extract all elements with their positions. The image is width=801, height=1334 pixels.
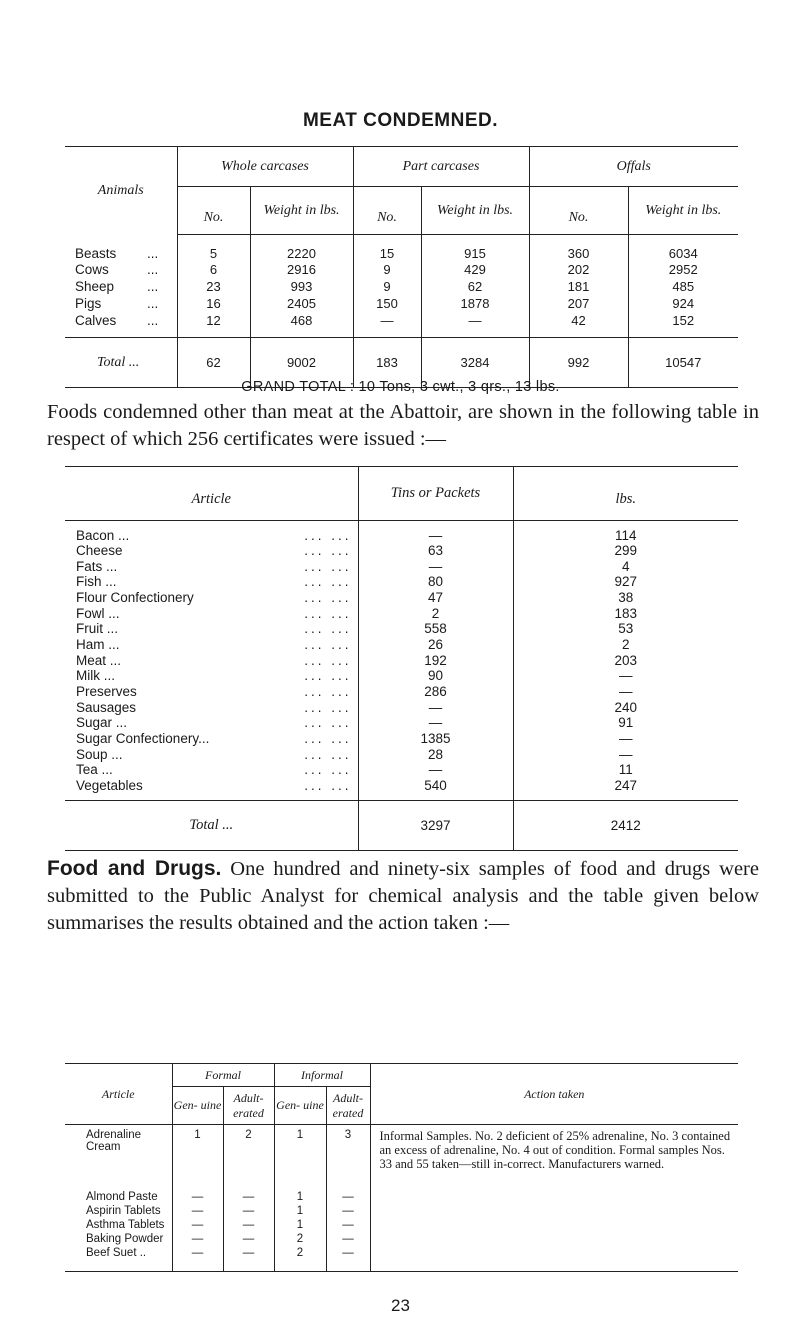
table-cell: 2 <box>274 1233 326 1247</box>
sub-adulterated: Adult- erated <box>326 1087 370 1125</box>
spacer-cell <box>353 329 421 338</box>
article-cell: Aspirin Tablets <box>86 1204 161 1217</box>
sub-genuine: Gen- uine <box>172 1087 223 1125</box>
table-cell: — <box>223 1247 274 1261</box>
table-total-row <box>65 801 738 851</box>
leader-dots: ... ... <box>304 684 352 700</box>
leader-dots: ... ... <box>304 731 352 747</box>
article-name: Sugar ... <box>76 715 128 731</box>
tins-cell: 26 <box>358 637 513 653</box>
lbs-cell: 927 <box>513 574 738 590</box>
table-row <box>65 637 738 653</box>
table-cell: — <box>353 312 421 329</box>
spacer-cell <box>529 329 628 338</box>
sub-no: No. <box>177 187 250 235</box>
col-tins-packets: Tins or Packets <box>358 467 513 521</box>
spacer-cell <box>172 1261 223 1272</box>
group-part-carcases: Part carcases <box>353 147 529 187</box>
spacer-cell <box>274 1261 326 1272</box>
lbs-cell: 11 <box>513 762 738 778</box>
table-cell: 62 <box>421 278 529 295</box>
article-name: Meat ... <box>76 652 122 668</box>
article-cell <box>65 731 358 747</box>
tins-cell: 2 <box>358 605 513 621</box>
table-cell: 1 <box>274 1191 326 1205</box>
lbs-cell: — <box>513 668 738 684</box>
col-animals: Animals <box>65 147 177 235</box>
table-cell: — <box>223 1233 274 1247</box>
page-title: MEAT CONDEMNED. <box>302 110 499 131</box>
article-cell <box>65 668 358 684</box>
article-cell <box>65 778 358 794</box>
table-row <box>65 699 738 715</box>
animal-name: Pigs <box>75 295 102 311</box>
leader-dots: ... <box>147 312 159 328</box>
animal-name: Cows <box>75 261 109 277</box>
table-row <box>65 1125 738 1191</box>
table-cell: 207 <box>529 295 628 312</box>
total-cell: 2412 <box>513 801 738 851</box>
action-taken-cell: Informal Samples. No. 2 deficient of 25% adrenaline, No. 3 contained an excess of adrenaline, No. 4 out of condition. Formal samples Nos. 33 and 55 taken—still in-correct. Manufacturers warned. <box>370 1125 738 1272</box>
article-cell <box>65 715 358 731</box>
sub-weight: Weight in lbs. <box>421 187 529 235</box>
article-cell <box>65 746 358 762</box>
table-cell: 429 <box>421 261 529 278</box>
table-cell: — <box>223 1191 274 1205</box>
table-cell: 2405 <box>250 295 353 312</box>
total-label-text: Total ... <box>189 817 234 833</box>
leader-dots: ... ... <box>304 746 352 762</box>
leader-dots: ... ... <box>304 762 352 778</box>
article-cell <box>65 652 358 668</box>
foods-intro: Foods condemned other than meat at the Abattoir, are shown in the following table in respect of which 256 certificates were issued :— <box>47 401 759 450</box>
table-cell: 9 <box>353 278 421 295</box>
page-number: 23 <box>391 1296 410 1315</box>
sub-no: No. <box>529 187 628 235</box>
article-name: Milk ... <box>76 668 115 684</box>
foods-condemned-table <box>65 466 738 851</box>
article-cell <box>65 558 358 574</box>
table-row <box>65 605 738 621</box>
table-row <box>65 574 738 590</box>
lbs-cell: — <box>513 746 738 762</box>
article-cell: Adrenaline Cream <box>86 1129 141 1153</box>
animal-name: Calves <box>75 312 117 328</box>
tins-cell: 90 <box>358 668 513 684</box>
lbs-cell: 91 <box>513 715 738 731</box>
lbs-cell: 2 <box>513 637 738 653</box>
tins-cell: — <box>358 762 513 778</box>
table-cell: 993 <box>250 278 353 295</box>
article-name: Preserves <box>76 684 137 700</box>
table-row <box>65 312 738 329</box>
leader-dots: ... ... <box>304 589 352 605</box>
sub-adulterated: Adult- erated <box>223 1087 274 1125</box>
article-cell: Baking Powder <box>86 1232 164 1245</box>
table-row <box>65 590 738 606</box>
total-cell: 10547 <box>628 338 738 388</box>
total-cell: 3284 <box>421 338 529 388</box>
leader-dots: ... ... <box>304 668 352 684</box>
table-cell: — <box>223 1219 274 1233</box>
article-cell: Asthma Tablets <box>86 1218 165 1231</box>
article-name: Fats ... <box>76 558 118 574</box>
table-cell: 1 <box>274 1125 326 1191</box>
tins-cell: 286 <box>358 684 513 700</box>
article-cell <box>65 543 358 559</box>
table-cell: — <box>326 1205 370 1219</box>
table-cell: 9 <box>353 261 421 278</box>
lbs-cell: 114 <box>513 521 738 543</box>
table-row <box>65 746 738 762</box>
table-row <box>65 621 738 637</box>
article-name: Flour Confectionery <box>76 589 194 605</box>
table-cell: 3 <box>326 1125 370 1191</box>
table-row <box>65 521 738 543</box>
table-cell: — <box>326 1191 370 1205</box>
total-label <box>65 801 358 851</box>
total-cell: 992 <box>529 338 628 388</box>
lbs-cell: 53 <box>513 621 738 637</box>
leader-dots: ... ... <box>304 652 352 668</box>
table-row <box>65 762 738 778</box>
article-cell <box>65 637 358 653</box>
table-row <box>65 668 738 684</box>
article-name: Fowl ... <box>76 605 120 621</box>
animal-cell <box>65 295 177 312</box>
table-cell: 2 <box>223 1125 274 1191</box>
col-action-taken: Action taken <box>370 1064 738 1125</box>
spacer-cell <box>223 1261 274 1272</box>
spacer-cell <box>421 329 529 338</box>
article-cell <box>65 684 358 700</box>
spacer-cell <box>358 794 513 801</box>
article-name: Vegetables <box>76 778 143 794</box>
tins-cell: 63 <box>358 543 513 559</box>
leader-dots: ... ... <box>304 699 352 715</box>
article-name: Bacon ... <box>76 527 130 543</box>
table-cell: 2916 <box>250 261 353 278</box>
table-row <box>65 558 738 574</box>
lbs-cell: 240 <box>513 699 738 715</box>
leader-dots: ... ... <box>304 542 352 558</box>
article-name: Ham ... <box>76 636 120 652</box>
animal-cell <box>65 312 177 329</box>
table-cell: 181 <box>529 278 628 295</box>
lbs-cell: 203 <box>513 652 738 668</box>
grand-total: GRAND TOTAL : 10 Tons, 3 cwt., 3 qrs., 13 lbs. <box>241 379 560 395</box>
lbs-cell: 247 <box>513 778 738 794</box>
article-name: Fruit ... <box>76 621 119 637</box>
leader-dots: ... <box>147 278 159 294</box>
sub-weight: Weight in lbs. <box>628 187 738 235</box>
article-name: Tea ... <box>76 762 113 778</box>
group-informal: Informal <box>274 1064 370 1087</box>
leader-dots: ... ... <box>304 636 352 652</box>
table-cell: — <box>326 1247 370 1261</box>
tins-cell: 192 <box>358 652 513 668</box>
meat-condemned-table <box>65 146 738 388</box>
animal-name: Sheep <box>75 278 115 294</box>
spacer-cell <box>628 329 738 338</box>
spacer-cell <box>326 1261 370 1272</box>
article-cell: Almond Paste <box>86 1190 158 1203</box>
spacer-cell <box>513 794 738 801</box>
table-cell: 360 <box>529 235 628 261</box>
table-row <box>65 684 738 700</box>
tins-cell: 540 <box>358 778 513 794</box>
lbs-cell: 38 <box>513 590 738 606</box>
table-cell: 1878 <box>421 295 529 312</box>
table-row <box>65 652 738 668</box>
leader-dots: ... <box>147 295 159 311</box>
total-cell: 9002 <box>250 338 353 388</box>
table-cell: 15 <box>353 235 421 261</box>
article-cell <box>65 762 358 778</box>
lbs-cell: 4 <box>513 558 738 574</box>
table-cell: 1 <box>172 1125 223 1191</box>
lbs-cell: — <box>513 731 738 747</box>
table-cell: 1 <box>274 1219 326 1233</box>
animal-cell <box>65 278 177 295</box>
col-article: Article <box>65 467 358 521</box>
table-cell: 150 <box>353 295 421 312</box>
tins-cell: 47 <box>358 590 513 606</box>
leader-dots: ... ... <box>304 527 352 543</box>
article-name: Sugar Confectionery... <box>76 731 210 747</box>
table-cell: 152 <box>628 312 738 329</box>
leader-dots: ... <box>147 245 159 261</box>
food-drugs-table <box>65 1063 738 1272</box>
table-cell: — <box>172 1219 223 1233</box>
table-cell: 202 <box>529 261 628 278</box>
article-name: Sausages <box>76 699 137 715</box>
article-cell <box>65 590 358 606</box>
lbs-cell: — <box>513 684 738 700</box>
table-row <box>65 543 738 559</box>
tins-cell: — <box>358 558 513 574</box>
table-cell: 42 <box>529 312 628 329</box>
article-name: Soup ... <box>76 746 123 762</box>
table-cell: 2 <box>274 1247 326 1261</box>
leader-dots: ... ... <box>304 778 352 794</box>
table-cell: 2220 <box>250 235 353 261</box>
table-cell: — <box>172 1247 223 1261</box>
tins-cell: 1385 <box>358 731 513 747</box>
table-cell: — <box>421 312 529 329</box>
table-cell: — <box>172 1233 223 1247</box>
tins-cell: — <box>358 521 513 543</box>
table-cell: 16 <box>177 295 250 312</box>
table-cell: 2952 <box>628 261 738 278</box>
table-row <box>65 731 738 747</box>
table-cell: — <box>172 1205 223 1219</box>
article-cell <box>65 574 358 590</box>
group-offals: Offals <box>529 147 738 187</box>
animal-cell <box>65 261 177 278</box>
article-cell <box>65 521 358 543</box>
article-cell <box>65 621 358 637</box>
sub-genuine: Gen- uine <box>274 1087 326 1125</box>
sub-weight: Weight in lbs. <box>250 187 353 235</box>
drugs-paragraph <box>47 855 759 937</box>
leader-dots: ... ... <box>304 558 352 574</box>
table-cell: 915 <box>421 235 529 261</box>
table-cell: 924 <box>628 295 738 312</box>
table-row <box>65 261 738 278</box>
group-whole-carcases: Whole carcases <box>177 147 353 187</box>
table-cell: 6034 <box>628 235 738 261</box>
table-cell: — <box>172 1191 223 1205</box>
leader-dots: ... ... <box>304 574 352 590</box>
spacer-row <box>65 329 738 338</box>
drugs-intro: One hundred and ninety-six samples of food and drugs were submitted to the Public Analyst for chemical analysis and the table given below summarises the results obtained and the action taken :— <box>47 858 759 934</box>
lbs-cell: 299 <box>513 543 738 559</box>
table-cell: 468 <box>250 312 353 329</box>
spacer-cell <box>65 794 358 801</box>
table-cell: 23 <box>177 278 250 295</box>
table-row <box>65 278 738 295</box>
table-cell: 485 <box>628 278 738 295</box>
tins-cell: 80 <box>358 574 513 590</box>
col-article: Article <box>65 1064 172 1125</box>
lbs-cell: 183 <box>513 605 738 621</box>
spacer-cell <box>65 329 177 338</box>
leader-dots: ... ... <box>304 621 352 637</box>
leader-dots: ... ... <box>304 605 352 621</box>
total-cell: 3297 <box>358 801 513 851</box>
table-cell: 5 <box>177 235 250 261</box>
article-cell: Beef Suet .. <box>86 1246 147 1259</box>
table-row <box>65 235 738 261</box>
article-name: Fish ... <box>76 574 117 590</box>
tins-cell: 28 <box>358 746 513 762</box>
article-cell <box>65 605 358 621</box>
tins-cell: 558 <box>358 621 513 637</box>
sub-no: No. <box>353 187 421 235</box>
total-label: Total ... <box>65 338 177 388</box>
table-row <box>65 715 738 731</box>
spacer-row <box>65 794 738 801</box>
table-row <box>65 295 738 312</box>
table-cell: — <box>326 1233 370 1247</box>
tins-cell: — <box>358 699 513 715</box>
table-cell: — <box>223 1205 274 1219</box>
table-cell: 6 <box>177 261 250 278</box>
table-cell: 1 <box>274 1205 326 1219</box>
table-cell: — <box>326 1219 370 1233</box>
leader-dots: ... <box>147 261 159 277</box>
drugs-heading: Food and Drugs. <box>47 857 222 880</box>
table-cell: 12 <box>177 312 250 329</box>
leader-dots: ... ... <box>304 715 352 731</box>
animal-cell <box>65 235 177 261</box>
spacer-cell <box>65 1261 172 1272</box>
article-cell <box>65 699 358 715</box>
table-row <box>65 778 738 794</box>
animal-name: Beasts <box>75 245 117 261</box>
spacer-cell <box>250 329 353 338</box>
total-cell: 62 <box>177 338 250 388</box>
spacer-cell <box>177 329 250 338</box>
col-lbs: lbs. <box>513 467 738 521</box>
article-name: Cheese <box>76 542 123 558</box>
group-formal: Formal <box>172 1064 274 1087</box>
tins-cell: — <box>358 715 513 731</box>
total-cell: 183 <box>353 338 421 388</box>
